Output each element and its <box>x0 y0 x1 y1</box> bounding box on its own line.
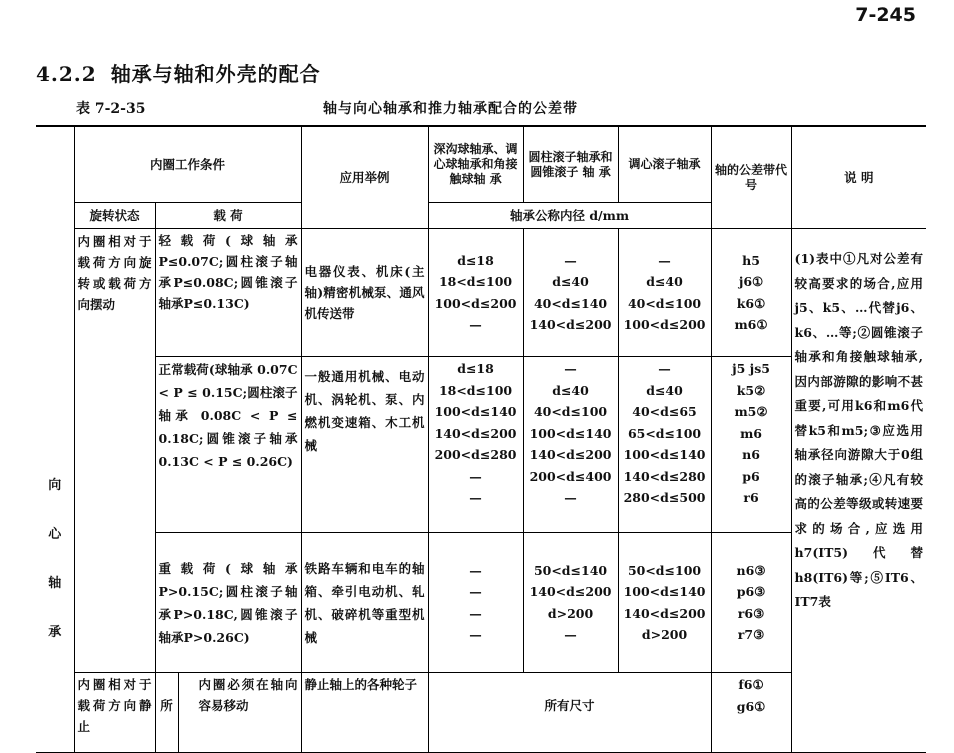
range-value: d≤40 <box>646 274 683 289</box>
tolerance-code: m5② <box>734 404 768 419</box>
static-application: 静止轴上的各种轮子 <box>301 673 428 753</box>
header-application: 应用举例 <box>301 127 428 229</box>
heavy-deep-groove-cell <box>428 533 523 673</box>
range-value: — <box>469 317 482 332</box>
range-value: — <box>469 627 482 642</box>
range-value: 100<d≤140 <box>623 447 706 462</box>
range-value: — <box>469 605 482 621</box>
range-value: 40<d≤140 <box>533 295 608 311</box>
light-deep-groove-cell <box>428 229 523 357</box>
range-value: d≤40 <box>552 274 589 289</box>
normal-cylindrical-cell <box>523 357 618 533</box>
tolerance-code: g6① <box>736 698 766 714</box>
range-value: 100<d≤140 <box>529 425 612 441</box>
header-spherical: 调心滚子轴承 <box>618 127 711 203</box>
header-notes: 说 明 <box>791 127 926 229</box>
header-deep-groove: 深沟球轴承、调心球轴承和角接触球轴 承 <box>428 127 523 203</box>
range-value: 200<d≤280 <box>434 447 517 462</box>
range-value: d≤40 <box>552 382 589 398</box>
range-value: — <box>469 468 482 484</box>
heavy-load-application: 铁路车辆和电车的轴箱、牵引电动机、轧机、破碎机等重型机械 <box>301 533 428 673</box>
tolerance-code: j5 js5 <box>732 361 770 376</box>
static-tolerance-cell <box>711 673 791 753</box>
tolerance-code: n6 <box>742 447 760 462</box>
range-value: 50<d≤100 <box>627 562 702 578</box>
tolerance-code: k5② <box>736 382 766 398</box>
group-label-char: 承 <box>48 625 62 640</box>
range-value: — <box>469 584 482 599</box>
page-number: 7-245 <box>855 4 916 26</box>
range-value: 140<d≤200 <box>529 317 612 332</box>
range-value: 100<d≤140 <box>434 404 517 419</box>
range-value: — <box>658 252 671 268</box>
header-rotation-state: 旋转状态 <box>74 203 155 229</box>
light-cylindrical-cell <box>523 229 618 357</box>
range-value: 100<d≤200 <box>623 317 706 332</box>
tolerance-code: p6③ <box>736 584 766 599</box>
range-value: — <box>469 562 482 578</box>
tolerance-code: k6① <box>736 295 766 311</box>
range-value: 100<d≤200 <box>434 295 517 311</box>
header-inner-ring-conditions: 内圈工作条件 <box>74 127 301 203</box>
range-value: 140<d≤280 <box>623 468 706 484</box>
range-value: — <box>564 627 577 642</box>
heavy-spherical-cell <box>618 533 711 673</box>
header-cylindrical: 圆柱滚子轴承和圆锥滚子 轴 承 <box>523 127 618 203</box>
range-value: — <box>564 252 577 268</box>
static-load-desc: 内圈必须在轴向容易移动 <box>178 673 301 753</box>
range-value: 18<d≤100 <box>438 274 513 289</box>
range-value: — <box>564 490 577 505</box>
range-value: d>200 <box>641 627 688 642</box>
normal-load-application: 一般通用机械、电动机、涡轮机、泵、内燃机变速箱、木工机械 <box>301 357 428 533</box>
static-all-sizes: 所有尺寸 <box>428 673 711 753</box>
group-label-char: 向 <box>48 478 62 493</box>
header-bore-diameter: 轴承公称内径 d/mm <box>428 203 711 229</box>
range-value: 140<d≤200 <box>623 605 706 621</box>
notes-text: (1)表中①凡对公差有较高要求的场合,应用j5、k5、…代替j6、k6、…等;②圆锥滚子轴承和角接触球轴承,因内部游隙的影响不甚重要,可用k6和m6代替k5和m5;③应选用轴承径向游隙大于0组的滚子轴承;④凡有较高的公差等级或转速要求的场合,应选用h7(IT5)代替h8(IT6)等;⑤IT6、IT7表 <box>791 229 926 753</box>
tolerance-code: r6 <box>743 490 759 505</box>
range-value: 40<d≤100 <box>627 295 702 311</box>
normal-deep-groove-cell <box>428 357 523 533</box>
normal-load-desc: 正常载荷(球轴承 0.07C < P ≤ 0.15C;圆柱滚子轴承 0.08C < P ≤ 0.18C;圆锥滚子轴承 0.13C < P ≤ 0.26C) <box>155 357 301 533</box>
light-load-application: 电器仪表、机床(主轴)精密机械泵、通风机传送带 <box>301 229 428 357</box>
range-value: 140<d≤200 <box>529 584 612 599</box>
group-label-cell <box>36 127 74 753</box>
tolerance-table <box>36 126 926 753</box>
range-value: d≤18 <box>457 252 494 268</box>
light-load-desc: 轻载荷(球轴承P≤0.07C;圆柱滚子轴承P≤0.08C;圆锥滚子轴承P≤0.13C) <box>155 229 301 357</box>
group-label-char: 轴 <box>48 576 62 591</box>
section-heading <box>36 58 321 87</box>
range-value: — <box>469 490 482 505</box>
tolerance-code: m6① <box>734 317 768 332</box>
range-value: 140<d≤200 <box>529 447 612 462</box>
tolerance-code: p6 <box>742 468 760 484</box>
tolerance-code: f6① <box>738 677 764 692</box>
tolerance-code: r7③ <box>737 627 765 642</box>
header-tolerance: 轴的公差带代号 <box>711 127 791 229</box>
normal-tolerance-cell <box>711 357 791 533</box>
range-value: — <box>658 361 671 376</box>
range-value: 100<d≤140 <box>623 584 706 599</box>
heavy-tolerance-cell <box>711 533 791 673</box>
range-value: 280<d≤500 <box>623 490 706 505</box>
light-tolerance-cell <box>711 229 791 357</box>
tolerance-code: n6③ <box>736 562 766 578</box>
table-title: 轴与向心轴承和推力轴承配合的公差带 <box>323 101 578 117</box>
section-title: 轴承与轴和外壳的配合 <box>110 62 321 86</box>
section-number: 4.2.2 <box>36 62 97 86</box>
range-value: d>200 <box>547 605 594 621</box>
range-value: 40<d≤65 <box>632 404 697 419</box>
range-value: d≤40 <box>646 382 683 398</box>
rotation-state-rotating: 内圈相对于载荷方向旋转或载荷方向摆动 <box>74 229 155 673</box>
light-spherical-cell <box>618 229 711 357</box>
range-value: — <box>564 361 577 376</box>
tolerance-code: m6 <box>740 425 762 441</box>
group-label-char: 心 <box>48 527 62 542</box>
static-load-prefix: 所 <box>155 673 178 753</box>
tolerance-code: j6① <box>738 274 764 289</box>
header-row-1 <box>36 127 926 203</box>
header-load: 载 荷 <box>155 203 301 229</box>
tolerance-code: r6③ <box>737 605 765 621</box>
row-light-load <box>36 229 926 357</box>
range-value: 200<d≤400 <box>529 468 612 484</box>
tolerance-code: h5 <box>742 252 760 268</box>
heavy-cylindrical-cell <box>523 533 618 673</box>
range-value: 50<d≤140 <box>533 562 608 578</box>
range-value: 65<d≤100 <box>627 425 702 441</box>
heavy-load-desc: 重载荷(球轴承P>0.15C;圆柱滚子轴承P>0.18C,圆锥滚子轴承P>0.26C) <box>155 533 301 673</box>
range-value: 40<d≤100 <box>533 404 608 419</box>
table-label: 表 7-2-35 <box>76 101 146 117</box>
range-value: 140<d≤200 <box>434 425 517 441</box>
normal-spherical-cell <box>618 357 711 533</box>
rotation-state-static: 内圈相对于载荷方向静止 <box>74 673 155 753</box>
range-value: d≤18 <box>457 361 494 376</box>
range-value: 18<d≤100 <box>438 382 513 398</box>
